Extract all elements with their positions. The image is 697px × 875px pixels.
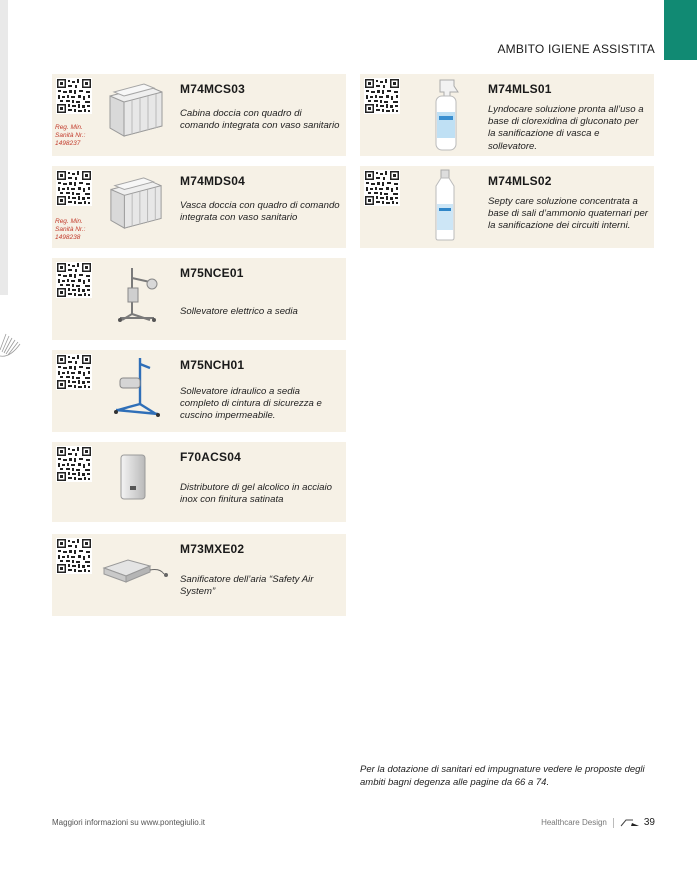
- section-tab: [664, 0, 697, 60]
- bottle-icon: [432, 168, 458, 242]
- left-margin-bar: [0, 0, 8, 295]
- product-description: Sanificatore dell’aria “Safety Air System”: [180, 574, 314, 598]
- gel-dispenser-icon: [118, 452, 148, 504]
- product-description: Distributore di gel alcolico in acciaio inox con finitura satinata: [180, 482, 332, 506]
- hydraulic-lift-icon: [110, 354, 164, 418]
- qr-code-icon[interactable]: [56, 262, 92, 298]
- electric-lift-icon: [114, 262, 162, 324]
- footer-page-info: [541, 817, 655, 828]
- product-card[interactable]: [360, 74, 654, 156]
- product-description: Septy care soluzione concentrata a base di sali d’ammonio quaternari per la sanificazione dei circuiti interni.: [488, 196, 648, 232]
- registration-number: Reg. Min. Sanità Nr.: 1498238: [55, 218, 86, 241]
- footer-info: Maggiori informazioni su www.pontegiulio.it: [52, 818, 205, 827]
- qr-code-icon[interactable]: [364, 170, 400, 206]
- product-code: M75NCH01: [180, 358, 245, 372]
- product-description: Vasca doccia con quadro di comando integrata con vaso sanitario: [180, 200, 340, 224]
- product-description: Cabina doccia con quadro di comando integrata con vaso sanitario: [180, 108, 340, 132]
- page-number: 39: [643, 817, 655, 828]
- shower-cabin-icon: [106, 82, 166, 138]
- footer-brand: Healthcare Design: [541, 818, 607, 827]
- product-description: Sollevatore elettrico a sedia: [180, 306, 298, 317]
- shower-tub-icon: [106, 176, 166, 230]
- qr-code-icon[interactable]: [56, 538, 92, 574]
- product-code: M73MXE02: [180, 542, 245, 556]
- product-code: M74MLS01: [488, 82, 552, 96]
- product-code: F70ACS04: [180, 450, 241, 464]
- product-code: M74MDS04: [180, 174, 245, 188]
- note-text: Per la dotazione di sanitari ed impugnature vedere le proposte degli ambiti bagni degenza alle pagine da 66 a 74.: [360, 764, 645, 788]
- air-sanitizer-icon: [102, 556, 172, 586]
- qr-code-icon[interactable]: [56, 170, 92, 206]
- product-card[interactable]: [52, 350, 346, 432]
- spray-bottle-icon: [430, 78, 460, 152]
- brand-logo-icon: [620, 819, 640, 827]
- product-card[interactable]: [52, 74, 346, 156]
- product-code: M75NCE01: [180, 266, 244, 280]
- qr-code-icon[interactable]: [56, 446, 92, 482]
- qr-code-icon[interactable]: [56, 354, 92, 390]
- product-code: M74MCS03: [180, 82, 245, 96]
- product-card[interactable]: [52, 534, 346, 616]
- registration-number: Reg. Min. Sanità Nr.: 1498237: [55, 124, 86, 147]
- product-card[interactable]: [360, 166, 654, 248]
- section-title: AMBITO IGIENE ASSISTITA: [497, 42, 655, 56]
- product-card[interactable]: [52, 166, 346, 248]
- product-description: Lyndocare soluzione pronta all’uso a base di clorexidina di gluconato per la sanificazione di vasca e sollevatore.: [488, 104, 644, 152]
- qr-code-icon[interactable]: [364, 78, 400, 114]
- qr-code-icon[interactable]: [56, 78, 92, 114]
- product-code: M74MLS02: [488, 174, 552, 188]
- product-description: Sollevatore idraulico a sedia completo di cintura di sicurezza e cuscino impermeabile.: [180, 386, 322, 422]
- decorative-sketch-icon: [0, 328, 22, 358]
- footer-separator: [613, 818, 614, 828]
- product-card[interactable]: [52, 442, 346, 522]
- product-card[interactable]: [52, 258, 346, 340]
